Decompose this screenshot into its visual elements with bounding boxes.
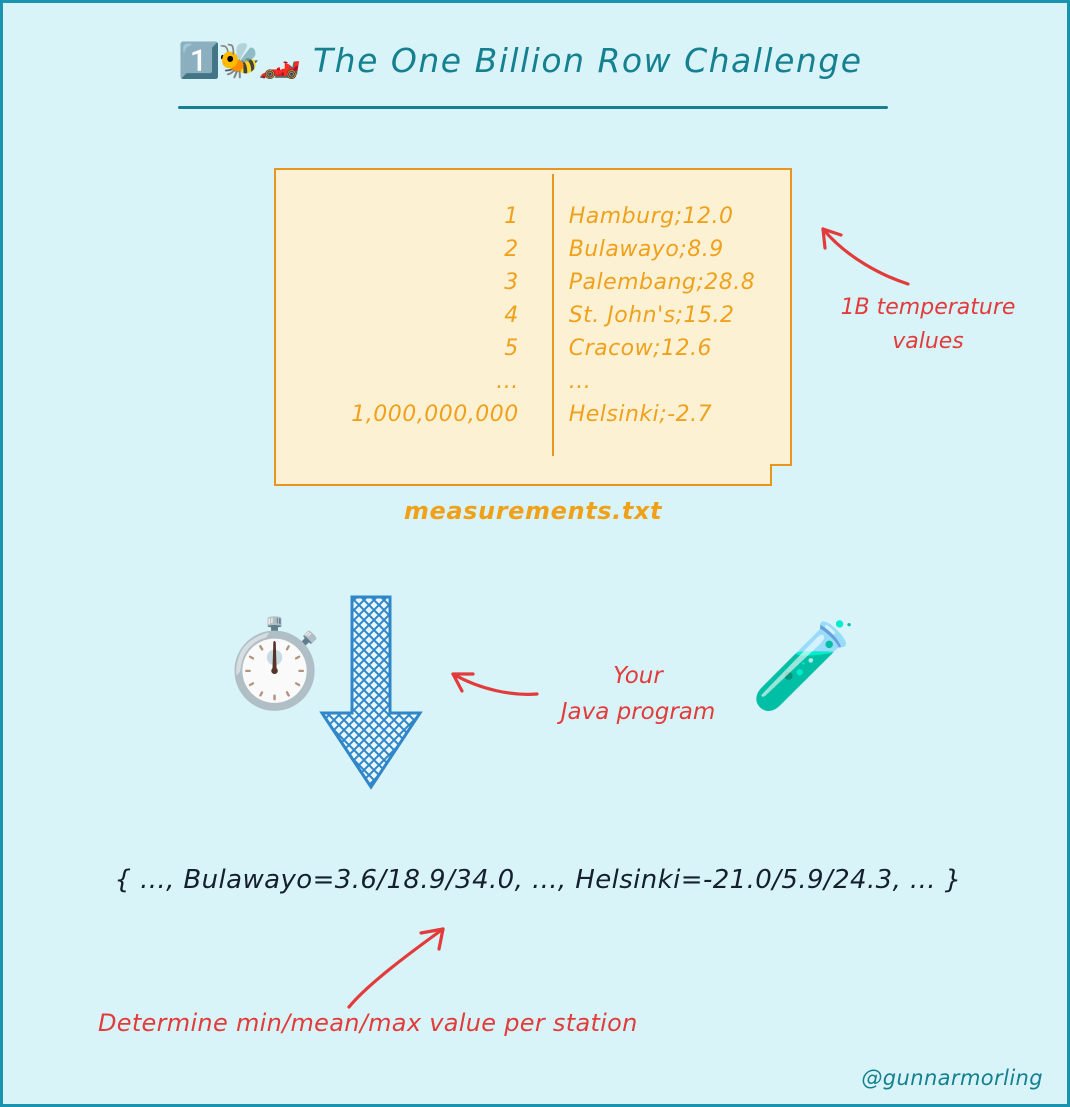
test-tube-icon: 🧪	[750, 616, 858, 716]
row-value: St. John's;15.2	[568, 303, 735, 328]
row-value: Bulawayo;8.9	[568, 237, 724, 262]
row-value-last: Helsinki;-2.7	[568, 402, 713, 427]
row-value: Hamburg;12.0	[568, 204, 734, 229]
input-annotation-line1: 1B temperature	[840, 295, 1016, 320]
row-value: Cracow;12.6	[568, 336, 713, 361]
row-value: Palembang;28.8	[568, 270, 756, 295]
column-separator-spacer	[541, 336, 563, 361]
input-annotation-label	[803, 291, 1053, 359]
file-note-content	[276, 204, 790, 427]
column-separator-spacer	[541, 402, 563, 427]
program-annotation-line1: Your	[613, 663, 663, 689]
page-title	[178, 41, 888, 80]
row-number: 2	[504, 237, 519, 262]
result-output-text: { ..., Bulawayo=3.6/18.9/34.0, ..., Helsinki=-21.0/5.9/24.3, ... }	[114, 865, 962, 895]
title-divider	[178, 106, 888, 109]
program-annotation-line2: Java program	[560, 698, 716, 725]
row-number: 1	[504, 204, 519, 229]
input-annotation-line2: values	[892, 329, 964, 355]
input-annotation-arrow-icon	[803, 218, 913, 288]
page-title-text: The One Billion Row Challenge	[313, 41, 863, 80]
file-rows	[311, 204, 756, 427]
title-emoji-icons: 1️⃣🐝🏎️	[178, 40, 300, 81]
note-folded-corner	[770, 464, 792, 486]
stopwatch-icon: ⏱️	[221, 614, 329, 714]
row-number-ellipsis: ...	[496, 369, 519, 394]
row-number: 5	[504, 336, 519, 361]
process-down-arrow-icon	[319, 595, 423, 791]
file-name-label: measurements.txt	[403, 497, 663, 525]
row-number: 4	[504, 303, 519, 328]
program-annotation-label	[523, 659, 753, 730]
column-separator-spacer	[541, 303, 563, 328]
measurements-file-note	[274, 168, 792, 486]
author-handle: @gunnarmorling	[861, 1066, 1043, 1090]
row-value-ellipsis: ...	[568, 369, 592, 394]
column-separator	[541, 204, 563, 229]
column-separator-spacer	[541, 369, 563, 394]
row-number: 3	[504, 270, 519, 295]
output-annotation-arrow-icon	[333, 921, 463, 1011]
output-annotation-label: Determine min/mean/max value per station	[98, 1009, 638, 1037]
column-separator-spacer	[541, 237, 563, 262]
column-separator-spacer	[541, 270, 563, 295]
row-number-last: 1,000,000,000	[351, 402, 519, 427]
